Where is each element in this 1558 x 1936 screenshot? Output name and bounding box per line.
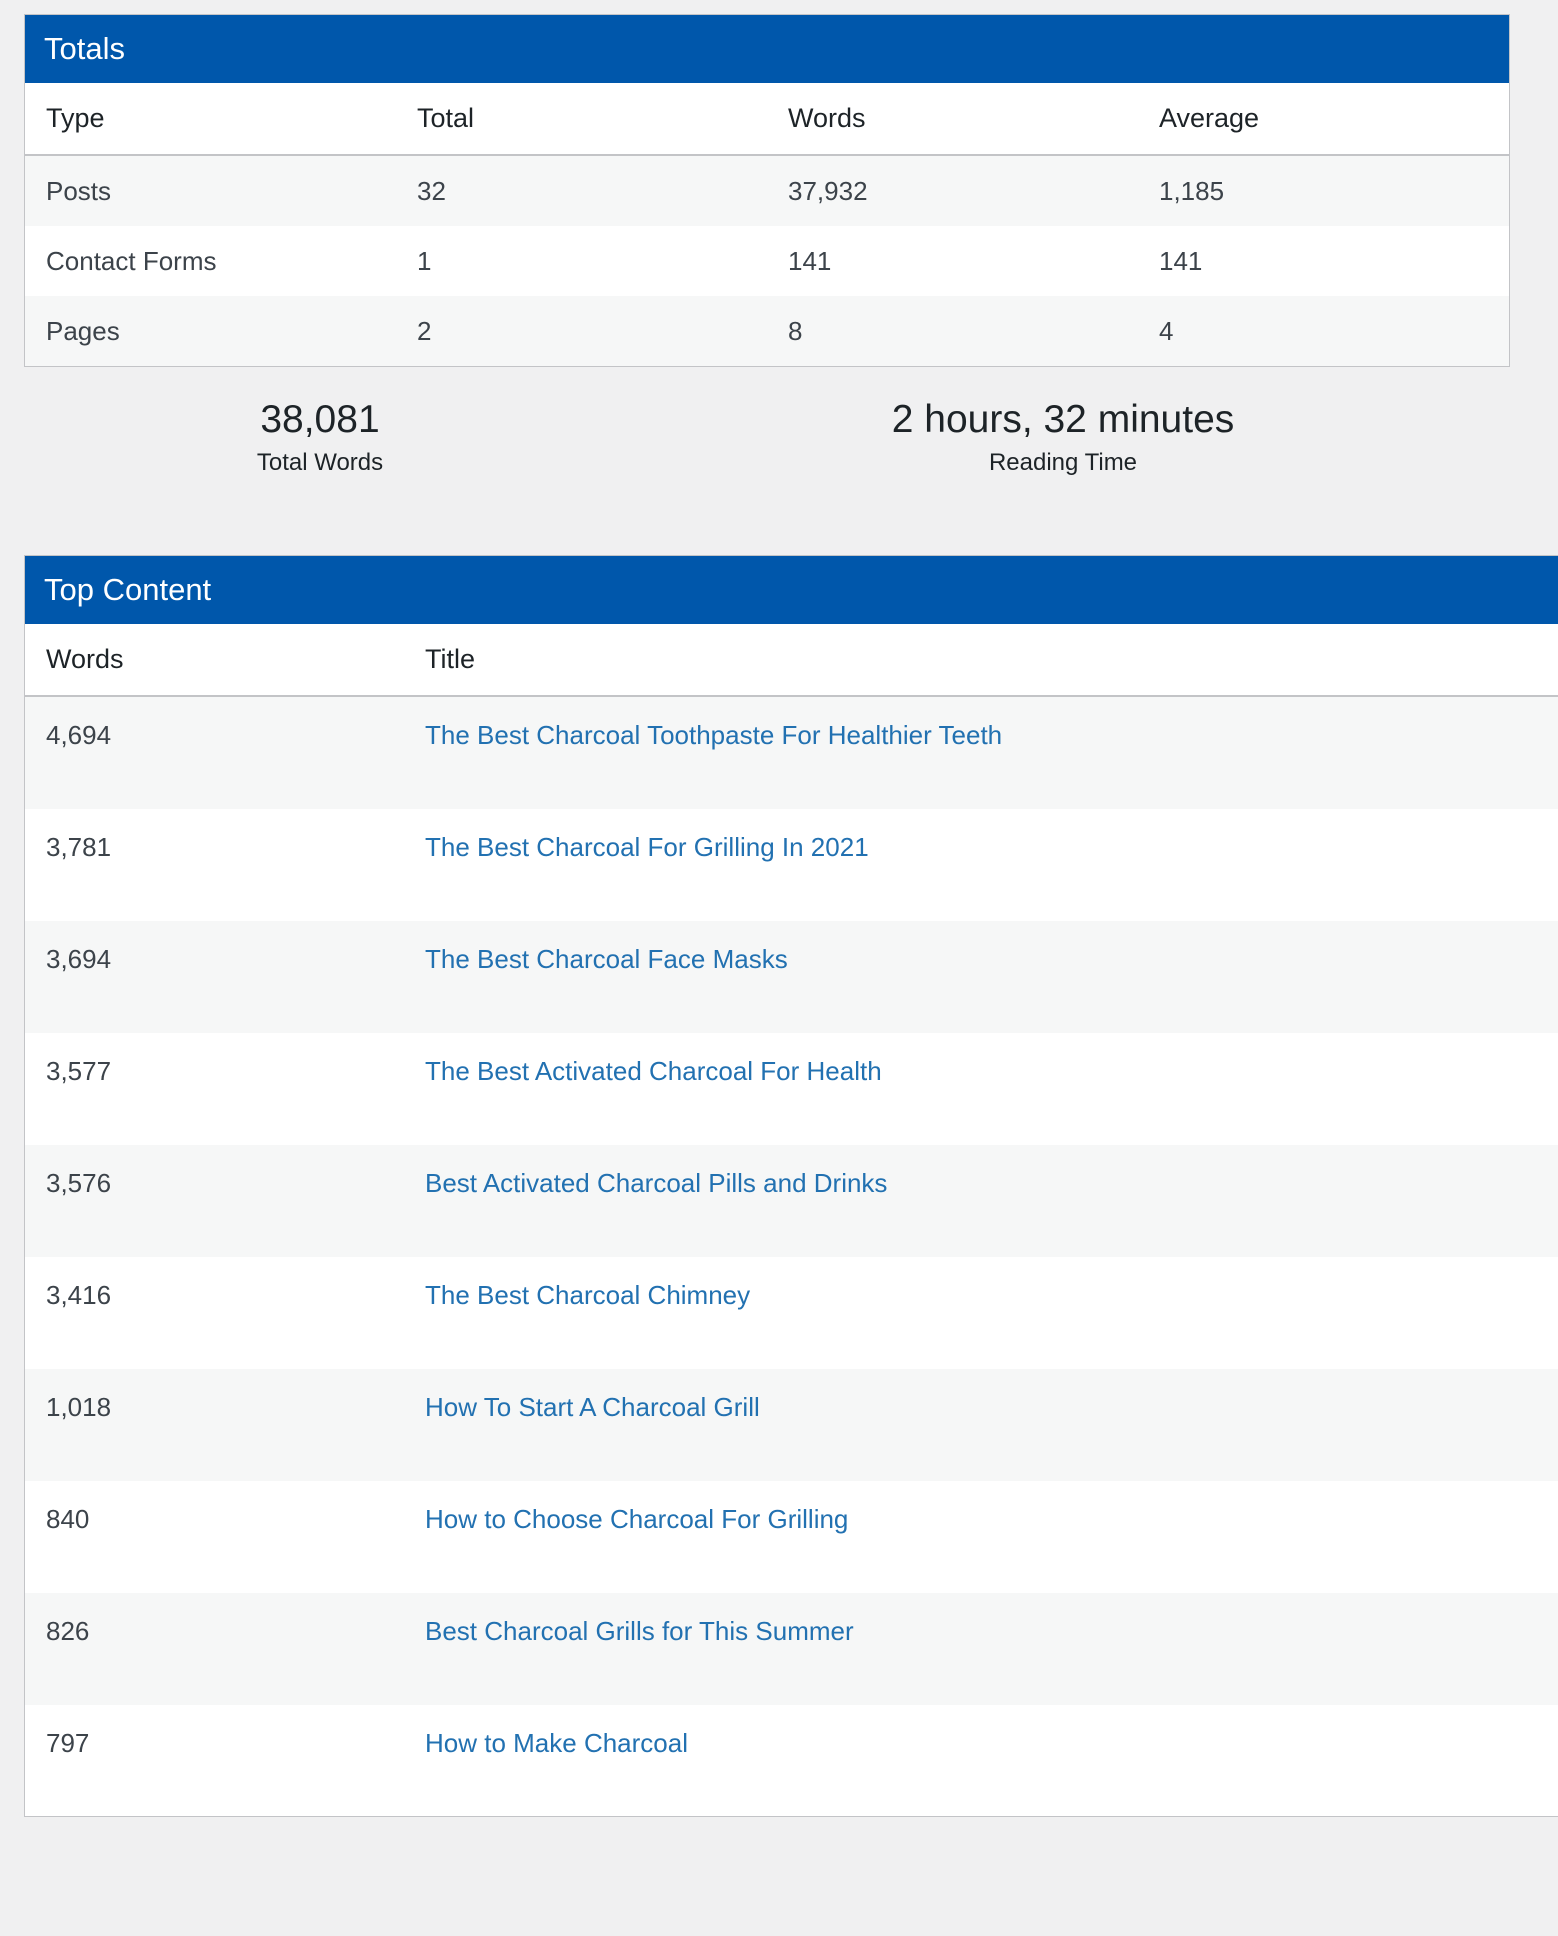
word-count-cell: 3,416 [46, 1280, 112, 1310]
words-cell: 8 [788, 316, 803, 346]
total-cell: 1 [417, 246, 432, 276]
column-header-total: Total [417, 103, 475, 133]
word-count-cell: 3,576 [46, 1168, 112, 1198]
table-row [25, 1481, 1558, 1593]
table-row [25, 1369, 1558, 1481]
reading-time-value: 2 hours, 32 minutes [891, 398, 1235, 441]
post-title-link[interactable]: The Best Charcoal For Grilling In 2021 [425, 832, 869, 862]
word-count-cell: 3,577 [46, 1056, 112, 1086]
top-content-panel [24, 555, 1558, 1817]
word-count-cell: 840 [46, 1504, 90, 1534]
post-title-link[interactable]: How to Make Charcoal [425, 1728, 688, 1758]
average-cell: 141 [1159, 246, 1203, 276]
column-header-words: Words [46, 644, 124, 674]
total-words-stat [170, 395, 470, 481]
average-cell: 1,185 [1159, 176, 1225, 206]
top-content-title: Top Content [25, 556, 1558, 624]
table-row [25, 1593, 1558, 1705]
type-cell: Contact Forms [46, 246, 217, 276]
column-header-type: Type [46, 103, 105, 133]
total-cell: 2 [417, 316, 432, 346]
total-words-value: 38,081 [260, 398, 380, 441]
table-row [25, 1705, 1558, 1817]
post-title-link[interactable]: Best Charcoal Grills for This Summer [425, 1616, 854, 1646]
column-header-words: Words [788, 103, 866, 133]
words-cell: 37,932 [788, 176, 868, 206]
word-count-cell: 3,694 [46, 944, 112, 974]
word-count-cell: 3,781 [46, 832, 112, 862]
table-row [25, 697, 1558, 809]
table-row [25, 809, 1558, 921]
words-cell: 141 [788, 246, 832, 276]
total-cell: 32 [417, 176, 446, 206]
average-cell: 4 [1159, 316, 1174, 346]
reading-time-label: Reading Time [988, 449, 1138, 476]
total-words-label: Total Words [256, 449, 384, 476]
table-row [25, 226, 1509, 296]
post-title-link[interactable]: How To Start A Charcoal Grill [425, 1392, 760, 1422]
table-row [25, 156, 1509, 226]
totals-panel [24, 14, 1510, 367]
table-row [25, 1145, 1558, 1257]
table-row [25, 1257, 1558, 1369]
totals-title: Totals [25, 15, 1509, 83]
word-count-cell: 1,018 [46, 1392, 112, 1422]
post-title-link[interactable]: The Best Charcoal Chimney [425, 1280, 751, 1310]
reading-time-stat [813, 395, 1313, 481]
table-row [25, 1033, 1558, 1145]
type-cell: Pages [46, 316, 120, 346]
post-title-link[interactable]: How to Choose Charcoal For Grilling [425, 1504, 849, 1534]
post-title-link[interactable]: The Best Charcoal Toothpaste For Healthier Teeth [425, 720, 1003, 750]
post-title-link[interactable]: The Best Charcoal Face Masks [425, 944, 788, 974]
post-title-link[interactable]: The Best Activated Charcoal For Health [425, 1056, 882, 1086]
table-row [25, 296, 1509, 366]
word-count-cell: 4,694 [46, 720, 112, 750]
word-count-cell: 826 [46, 1616, 90, 1646]
table-row [25, 921, 1558, 1033]
top-content-header-row [25, 624, 1558, 697]
column-header-average: Average [1159, 103, 1260, 133]
type-cell: Posts [46, 176, 112, 206]
column-header-title: Title [425, 644, 476, 674]
totals-header-row [25, 83, 1509, 156]
word-count-cell: 797 [46, 1728, 90, 1758]
post-title-link[interactable]: Best Activated Charcoal Pills and Drinks [425, 1168, 888, 1198]
